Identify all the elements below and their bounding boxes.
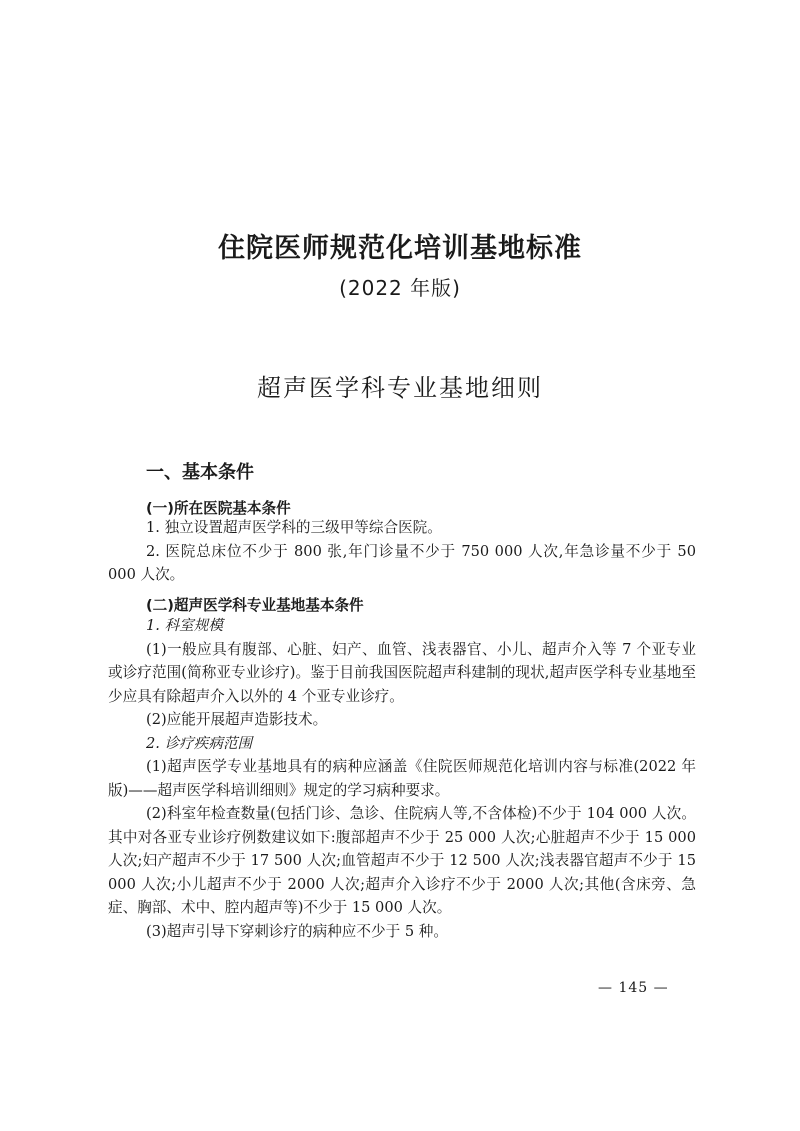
subheading-department-scale: 1. 科室规模: [146, 617, 223, 634]
heading-basic-conditions: 一、基本条件: [146, 462, 254, 483]
heading-hospital-conditions: (一)所在医院基本条件: [146, 500, 291, 517]
edition-label: (2022 年版): [339, 276, 461, 300]
paragraph: (3)超声引导下穿刺诊疗的病种应不少于 5 种。: [146, 922, 448, 940]
paragraph: (1)一般应具有腹部、心脏、妇产、血管、浅表器官、小儿、超声介入等 7 个亚专业或诊疗范围(简称亚专业诊疗)。鉴于目前我国医院超声科建制的现状,超声医学科专业基地至少应具有除超声介入以外的 4 个亚专业诊疗。: [108, 640, 696, 705]
section-document-title: 超声医学科专业基地细则: [257, 374, 543, 402]
specialty-base-body: [108, 614, 696, 943]
hospital-conditions-list: [108, 516, 696, 587]
page-number: — 145 —: [598, 980, 669, 996]
paragraph: 1. 独立设置超声医学科的三级甲等综合医院。: [146, 519, 442, 536]
document-title: 住院医师规范化培训基地标准: [218, 233, 582, 264]
subheading-disease-scope: 2. 诊疗疾病范围: [146, 734, 253, 752]
heading-specialty-base-conditions: (二)超声医学科专业基地基本条件: [146, 597, 364, 614]
paragraph: (2)科室年检查数量(包括门诊、急诊、住院病人等,不含体检)不少于 104 000 人次。其中对各亚专业诊疗例数建议如下:腹部超声不少于 25 000 人次;心脏超声不少于 15 000 人次;妇产超声不少于 17 500 人次;血管超声不少于 12 500 人次;浅表器官超声不少于 15 000 人次;小儿超声不少于 2000 人次;超声介入诊疗不少于 2000 人次;其他(含床旁、急症、胸部、术中、腔内超声等)不少于 15 000 人次。: [108, 805, 696, 916]
paragraph: (1)超声医学专业基地具有的病种应涵盖《住院医师规范化培训内容与标准(2022 年版)——超声医学科培训细则》规定的学习病种要求。: [108, 758, 696, 799]
paragraph: 2. 医院总床位不少于 800 张,年门诊量不少于 750 000 人次,年急诊量不少于 50 000 人次。: [108, 542, 696, 583]
paragraph: (2)应能开展超声造影技术。: [146, 711, 328, 728]
